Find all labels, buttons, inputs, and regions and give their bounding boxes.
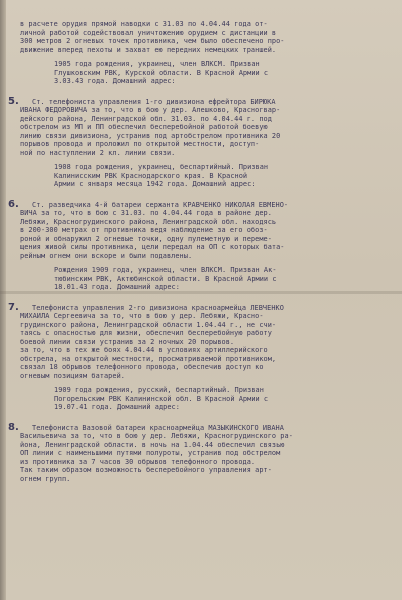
- text-line: 3.03.43 года. Домашний адрес:: [54, 77, 176, 85]
- text-line: Глушковским РВК, Курской области. В Красной Армии с: [54, 68, 269, 77]
- text-line: Телефониста Вазовой батареи красноармейца МАЗЫКИНСКОГО ИВАНА: [32, 423, 284, 432]
- text-line: ВИЧА за то, что в бою с 31.03. по 4.04.44 года в районе дер.: [20, 209, 272, 217]
- text-line: огнем групп.: [20, 474, 71, 483]
- text-line: 18.01.43 года. Домашний адрес:: [54, 283, 180, 291]
- text-line: в расчете орудия прямой наводки с 31.03 по 4.04.44 года от-: [20, 20, 268, 28]
- intro-block: [20, 20, 390, 86]
- text-line: 19.07.41 года. Домашний адрес:: [54, 403, 180, 411]
- text-line: Васильевича за то, что в бою у дер. Лебяжи, Красногрудинского ра-: [20, 432, 293, 440]
- entry-number: 6.: [8, 198, 19, 210]
- text-line: за то, что в тех же боях 4.04.44 в условиях артиллерийского: [20, 346, 268, 354]
- text-line: дейского района, Ленинградской обл. 31.03. по 4.04.44 г. под: [20, 114, 272, 123]
- text-line: Армии с января месяца 1942 года. Домашний адрес:: [54, 180, 256, 188]
- text-line: Ст. телефониста управления 1-го дивизиона ефрейтора БИРЮКА: [32, 97, 276, 106]
- document-body: [8, 20, 390, 483]
- entry-7: [8, 301, 390, 412]
- text-line: щения живой силы противника, цели передал на ОП с которых бата-: [20, 243, 285, 251]
- text-line: ной по наступлении 2 кл. линии связи.: [20, 148, 176, 157]
- text-line: ИВАНА ФЕДОРОВИЧА за то, что в бою у дер. Алешково, Красногвар-: [20, 106, 281, 114]
- text-line: Телефониста управления 2-го дивизиона красноармейца ЛЕВЧЕНКО: [32, 303, 284, 312]
- text-line: обстрелом из МП и ПП обеспечил бесперебойной работой боевую: [20, 123, 268, 131]
- text-line: порывов провода и проложил по открытой местности, доступ-: [20, 140, 260, 148]
- text-line: Ст. разведчика 4-й батареи сержанта КРАВЧЕНКО НИКОЛАЯ ЕВМЕНО-: [32, 200, 289, 209]
- text-line: Рождения 1909 года, украинец, член ВЛКСМ. Призван Ак-: [54, 266, 277, 274]
- text-line: 300 метров 2 огневых точек противника, чем было обеспечено про-: [20, 37, 285, 45]
- text-line: рейным огнем они вскоре и были подавлены.: [20, 251, 193, 260]
- page-edge: [0, 0, 6, 600]
- text-line: Так таким образом возможность бесперебойного управления арт-: [20, 466, 272, 474]
- text-line: линию связи дивизиона, устранив под артобстрелом противника 20: [20, 131, 281, 140]
- text-line: 1905 года рождения, украинец, член ВЛКСМ. Призван: [54, 60, 260, 68]
- entry-6: [8, 198, 390, 292]
- text-line: связал 18 обрывов телефонного провода, обеспечив доступ ко: [20, 363, 264, 371]
- text-line: личной работой содействовал уничтожению орудием с дистанции в: [20, 28, 277, 37]
- entry-8: [8, 421, 390, 484]
- text-line: МИХАИЛА Сергеевича за то, что в бою у дер. Лебяжи, Красно-: [20, 312, 264, 320]
- text-line: роной и обнаружил 2 огневые точки, одну пулеметную и переме-: [20, 234, 272, 243]
- entry-number: 5.: [8, 95, 19, 107]
- entry-number: 8.: [8, 421, 19, 433]
- text-line: движение вперед пехоты и захват ею передних немецких траншей.: [20, 45, 277, 54]
- text-line: из противника за 7 часов 30 обрывов телефонного провода.: [20, 457, 256, 466]
- text-line: Погорельским РВК Калининской обл. В Красной Армии с: [54, 394, 269, 403]
- text-line: огневым позициям батарей.: [20, 371, 125, 380]
- text-line: Лебяжи, Красногрудинского района, Ленинградской обл. находясь: [20, 217, 277, 226]
- text-line: 1909 года рождения, русский, беспартийный. Призван: [54, 386, 264, 394]
- text-line: 1908 года рождения, украинец, беспартийный. Призван: [54, 163, 269, 171]
- text-line: Калинисским РВК Краснодарского края. В Красной: [54, 171, 248, 180]
- text-line: тюбинским РВК, Актюбинской области. В Красной Армии с: [54, 274, 277, 283]
- text-line: ОП линии с наименьшими путями полуроты, устранив под обстрелом: [20, 449, 281, 457]
- text-line: грудинского района, Ленинградской области 1.04.44 г., не счи-: [20, 320, 277, 329]
- text-line: таясь с опасностью для жизни, обеспечил бесперебойную работу: [20, 329, 272, 337]
- entry-number: 7.: [8, 301, 19, 313]
- entry-5: [8, 95, 390, 189]
- text-line: обстрела, на открытой местности, просматриваемой противником,: [20, 354, 277, 363]
- text-line: йона, Ленинградской области. в ночь на 1.04.44 обеспечил связью: [20, 440, 285, 449]
- text-line: в 200-300 метрах от противника ведя наблюдение за его обоз-: [20, 226, 268, 234]
- text-line: боевой линии связи устранив за 2 ночных 20 порывов.: [20, 337, 235, 346]
